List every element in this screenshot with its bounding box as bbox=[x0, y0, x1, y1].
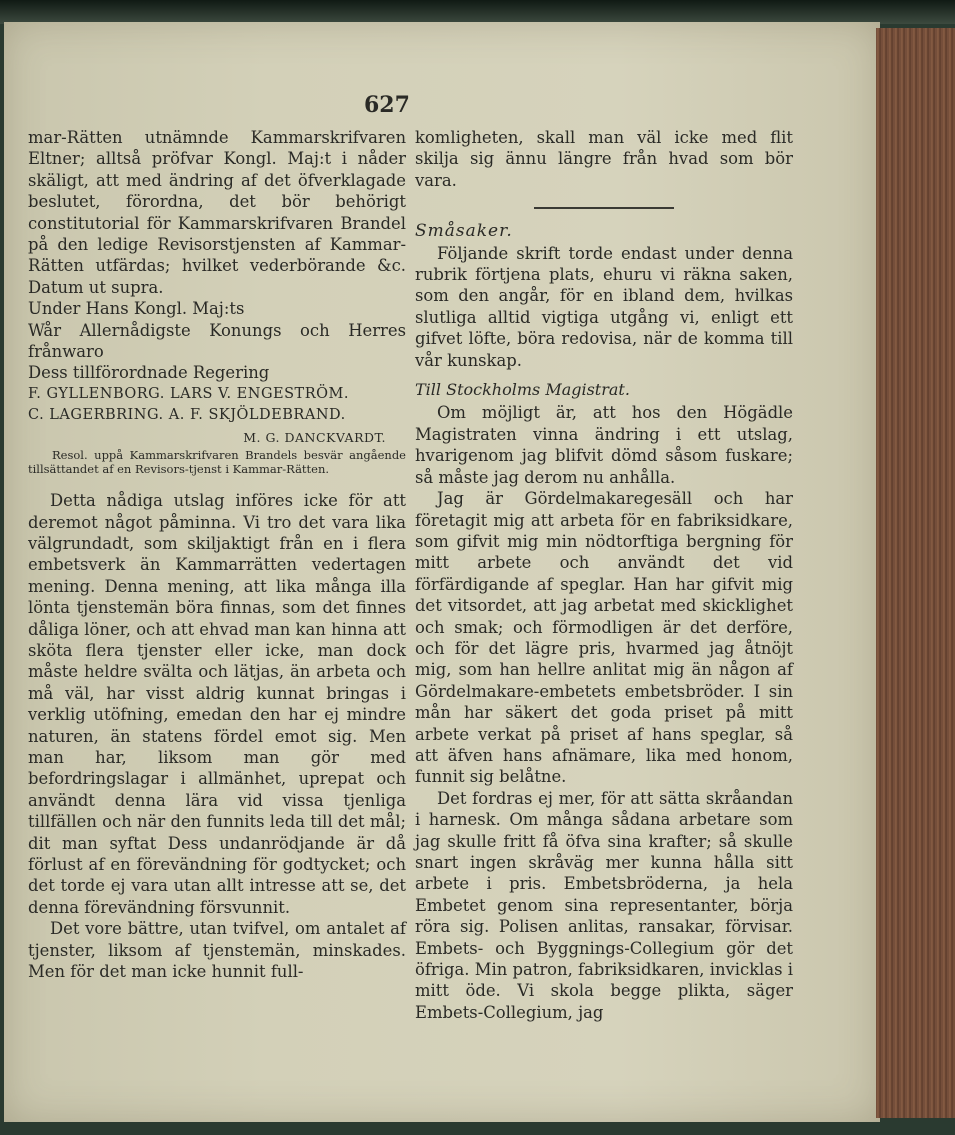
right-paragraph-5: Det fordras ej mer, för att sätta skråandan i harnesk. Om många sådana arbetare som jag skulle fritt få öfva sina krafter; så skulle snart ingen skråväg mer kunna hålla sitt arbete i pris. Embetsbröderna, ja hela Embetet genom sina representanter, börja röra sig. Polisen anlitas, ransakar, förvisar. Embets- och Byggnings-Collegium gör det öfriga. Min patron, fabriksidkaren, invicklas i mitt öde. Vi skola begge plikta, säger Embets-Collegium, jag bbox=[415, 788, 794, 1022]
right-paragraph-3: Om möjligt är, att hos den Högädle Magistraten vinna ändring i ett utslag, hvarigenom jag blifvit dömd såsom fuskare; så måste jag derom nu anhålla. bbox=[415, 403, 793, 487]
left-paragraph-1: mar-Rätten utnämnde Kammarskrifvaren Eltner; alltså pröfvar Kongl. Maj:t i nåder skäligt, att med ändring af det öfverklagade beslutet, förordna, det bör behörigt constitutorial för Kammarskrifvaren Brandel på den ledige Revisorstjensten af Kammar-Rätten utfärdas; hvilket vederbörande &c. Datum ut supra. bbox=[28, 128, 406, 297]
signature-row-3: M. G. DANCKVARDT. bbox=[243, 429, 386, 445]
right-paragraph-1: komligheten, skall man väl icke med flit skilja sig ännu längre från hvad som bör vara. bbox=[415, 128, 793, 190]
right-paragraph-2: Följande skrift torde endast under denna rubrik förtjena plats, ehuru vi räkna saken, som den angår, för en ibland dem, hvilkas slutliga alltid vigtiga utgång vi, enligt ett gifvet löfte, böra redovisa, när de komma till vår kunskap. bbox=[415, 243, 793, 370]
left-paragraph-3: Det vore bättre, utan tvifvel, om antalet af tjenster, liksom af tjenstemän, minskades. Men för det man icke hunnit full- bbox=[28, 919, 406, 982]
section-title: Småsaker. bbox=[415, 221, 513, 242]
page-number: 627 bbox=[364, 92, 410, 118]
letter-heading: Till Stockholms Magistrat. bbox=[415, 380, 630, 400]
resolution-note: Resol. uppå Kammarskrifvaren Brandels besvär angående tillsättandet af en Revisors-tjenst i Kammar-Rätten. bbox=[28, 448, 406, 477]
closing-line-2: Wår Allernådigste Konungs och Herres frånwaro bbox=[28, 320, 406, 362]
signature-row-2: C. LAGERBRING. A. F. SKJÖLDEBRAND. bbox=[28, 407, 346, 424]
book-page bbox=[4, 22, 880, 1122]
section-divider bbox=[534, 207, 674, 209]
book-top-edge bbox=[0, 0, 955, 24]
right-column bbox=[415, 127, 793, 1023]
spacer bbox=[28, 476, 406, 490]
signature-row-1: F. GYLLENBORG. LARS V. ENGESTRÖM. bbox=[28, 385, 349, 402]
left-column bbox=[28, 127, 406, 982]
closing-line-3: Dess tillförordnade Regering bbox=[28, 363, 270, 383]
closing-line-1: Under Hans Kongl. Maj:ts bbox=[28, 299, 245, 319]
book-page-edges bbox=[876, 28, 955, 1118]
left-paragraph-2: Detta nådiga utslag införes icke för att deremot något påminna. Vi tro det vara lika välgrundadt, som skiljaktigt från en i flera embetsverk än Kammarrätten vedertagen mening. Denna mening, att lika många illa lönta tjenstemän böra finnas, som det finnes dåliga löner, och att ehvad man kan hinna att sköta flera tjenster eller icke, man dock måste heldre svälta och lätjas, än arbeta och må väl, har visst aldrig kunnat bringas i verklig utöfning, emedan den har ej mindre naturen, än statens fördel emot sig. Men man har, liksom man gör med befordringslagar i allmänhet, uprepat och användt denna lära vid vissa tjenliga tillfällen och när den funnits leda till det mål; dit man syftat Dess undanrödjande är då förlust af en förevändning för godtycket; och det torde ej vara utan allt intresse att se, det denna förevändning försvunnit. bbox=[28, 491, 406, 917]
right-paragraph-4: Jag är Gördelmakaregesäll och har företagit mig att arbeta för en fabriksidkare, som gifvit mig min nödtorftiga bergning för mitt arbete och användt det vid förfärdigande af speglar. Han har gifvit mig det vitsordet, att jag arbetat med skicklighet och smak; och förmodligen är det derföre, och för det lägre pris, hvarmed jag åtnöjt mig, som han hellre anlitat mig än någon af Gördelmakare-embetets embetsbröder. I sin mån har säkert det goda priset på mitt arbete verkat på priset af hans speglar, så att äfven hans afnämare, lika med honom, funnit sig belåtne. bbox=[415, 489, 793, 787]
